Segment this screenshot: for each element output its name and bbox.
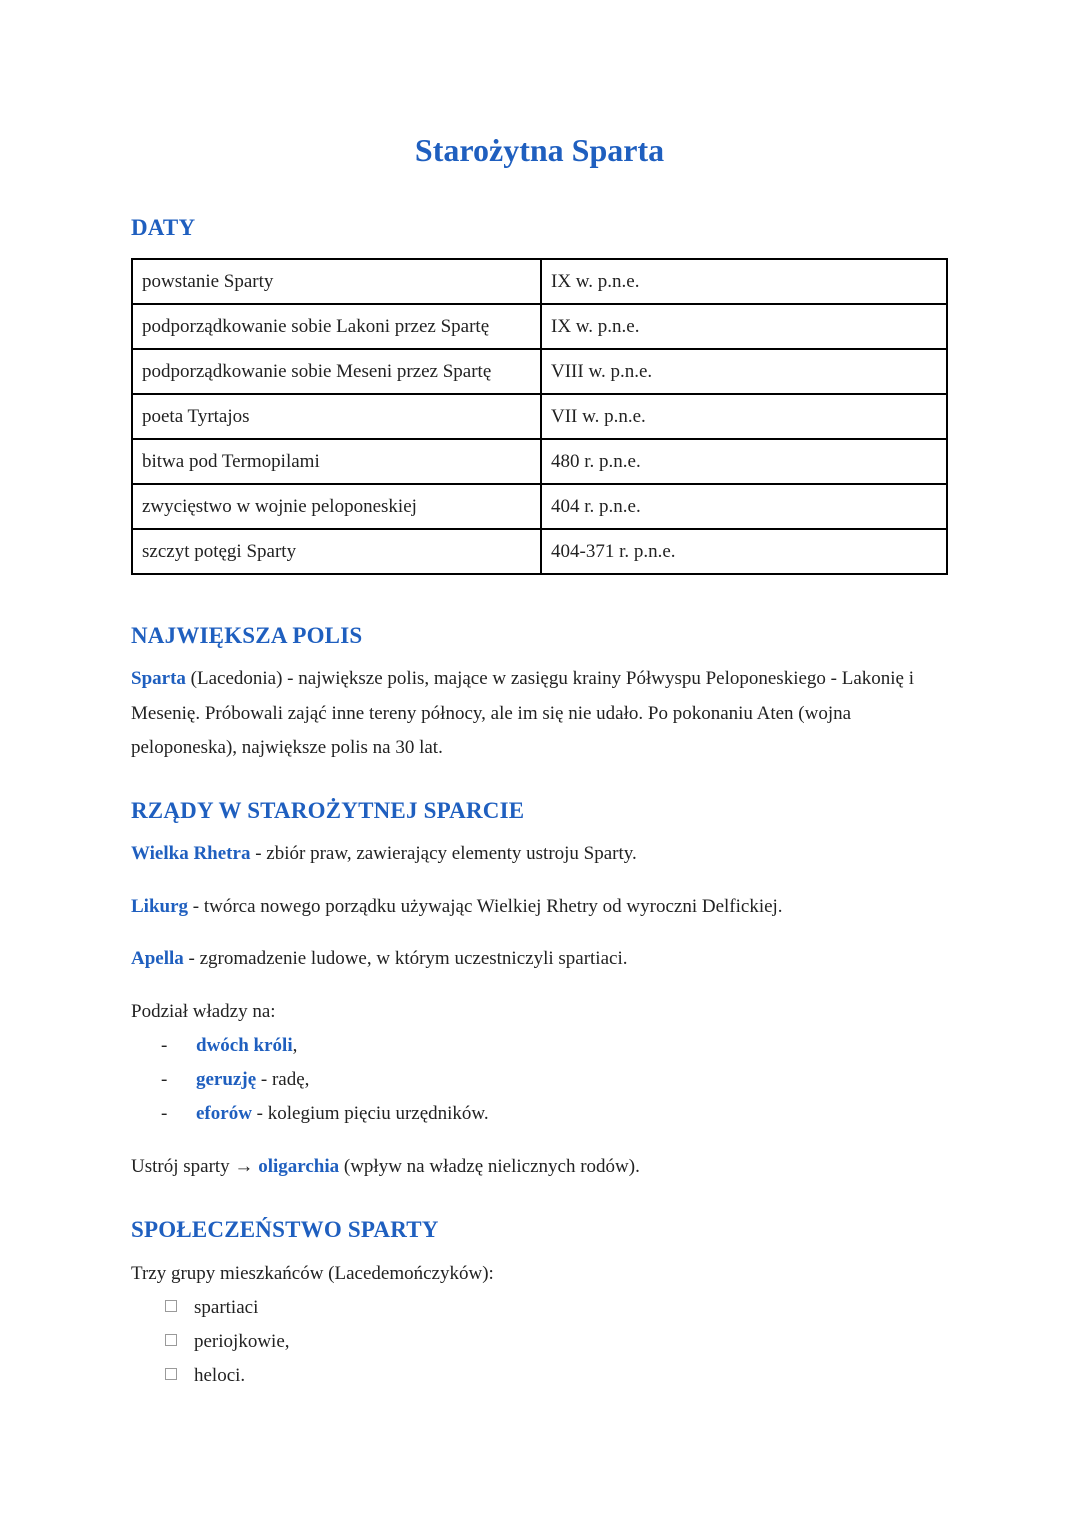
checkbox-icon [165,1368,177,1380]
event-cell: szczyt potęgi Sparty [132,529,541,574]
definition-text: - zbiór praw, zawierający elementy ustroju Sparty. [250,843,637,864]
date-cell: 404-371 r. p.n.e. [541,529,947,574]
spoleczenstwo-intro: Trzy grupy mieszkańców (Lacedemończyków): [131,1263,494,1284]
list-item: - dwóch króli, [161,1035,298,1056]
section-heading-polis: NAJWIĘKSZA POLIS [131,623,363,648]
polis-text: (Lacedonia) - największe polis, mające w zasięgu krainy Półwyspu Peloponeskiego - Lakonię i Mesenię. Próbowali zająć inne tereny północy, ale im się nie udało. Po pokonaniu Aten (wojna peloponeska), największe polis na 30 lat. [131,668,915,758]
keyword-oligarchia: oligarchia [258,1156,340,1177]
event-cell: powstanie Sparty [132,259,541,304]
date-cell: IX w. p.n.e. [541,259,947,304]
list-item: heloci. [165,1361,245,1391]
definition-term: Likurg [131,896,189,917]
date-cell: IX w. p.n.e. [541,304,947,349]
table-row [132,349,947,394]
table-row [132,529,947,574]
definition-wielka-rhetra [131,839,637,869]
date-cell: VIII w. p.n.e. [541,349,947,394]
event-cell: zwycięstwo w wojnie peloponeskiej [132,484,541,529]
date-cell: 480 r. p.n.e. [541,439,947,484]
event-cell: podporządkowanie sobie Meseni przez Spartę [132,349,541,394]
definition-term: Wielka Rhetra [131,843,251,864]
table-row [132,394,947,439]
page-title: Starożytna Sparta [414,132,665,168]
list-item: - eforów - kolegium pięciu urzędników. [161,1103,489,1124]
checkbox-icon [165,1334,177,1346]
list-item: periojkowie, [165,1327,290,1357]
definition-text: - zgromadzenie ludowe, w którym uczestniczyli spartiaci. [183,948,628,969]
table-row [132,439,947,484]
section-heading-daty: DATY [131,215,196,240]
polis-paragraph [131,662,948,766]
definition-text: - twórca nowego porządku używając Wielkiej Rhetry od wyroczni Delfickiej. [188,896,783,917]
definition-apella [131,944,627,974]
definition-term: Apella [131,948,184,969]
definition-likurg [131,892,783,922]
table-row [132,304,947,349]
dates-table [131,258,948,575]
date-cell: VII w. p.n.e. [541,394,947,439]
list-item: spartiaci [165,1293,258,1323]
table-row [132,484,947,529]
ustroj-line: Ustrój sparty → oligarchia (wpływ na władzę nielicznych rodów). [131,1156,640,1177]
table-row [132,259,947,304]
event-cell: poeta Tyrtajos [132,394,541,439]
event-cell: podporządkowanie sobie Lakoni przez Spartę [132,304,541,349]
section-heading-rzady: RZĄDY W STAROŻYTNEJ SPARCIE [131,798,525,823]
list-item: - geruzję - radę, [161,1069,310,1090]
division-intro: Podział władzy na: [131,1001,276,1022]
keyword-sparta: Sparta [131,668,186,689]
section-heading-spoleczenstwo: SPOŁECZEŃSTWO SPARTY [131,1217,439,1242]
event-cell: bitwa pod Termopilami [132,439,541,484]
date-cell: 404 r. p.n.e. [541,484,947,529]
checkbox-icon [165,1300,177,1312]
